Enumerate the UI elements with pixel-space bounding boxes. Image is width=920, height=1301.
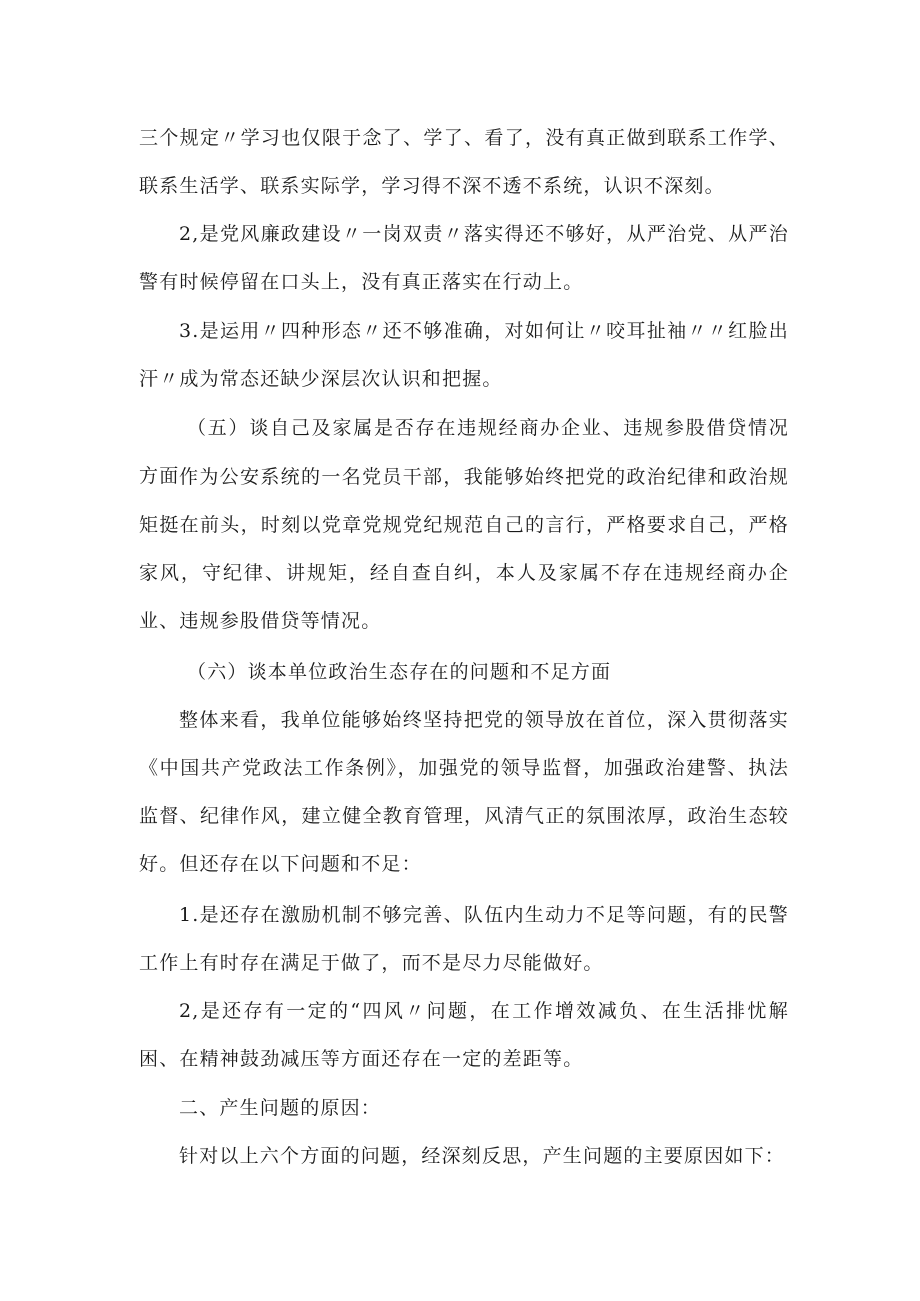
section-heading-6: （六）谈本单位政治生态存在的问题和不足方面 [187,661,612,683]
paragraph-causes-intro: 针对以上六个方面的问题，经深刻反思，产生问题的主要原因如下： [179,1145,786,1167]
paragraph-unit-overview: 整体来看，我单位能够始终坚持把党的领导放在首位，深入贯彻落实《中国共产党政法工作条例》，加强党的领导监督，加强政治建警、执法监督、纪律作风，建立健全教育管理，风清气正的氛围浓厚，政治生态较好。但还存在以下问题和不足： [139,709,789,875]
paragraph-issue-2-four-winds: 2,是还存有一定的“四风〃问题，在工作增效减负、在生活排忧解困、在精神鼓劲减压等方面还存在一定的差距等。 [139,1000,789,1070]
paragraph-point-3-four-forms: 3.是运用〃四种形态〃还不够准确，对如何让〃咬耳扯袖〃〃红脸出汗〃成为常态还缺少深层次认识和把握。 [139,320,789,390]
paragraph-point-2-party-conduct: 2,是党风廉政建设〃一岗双责〃落实得还不够好，从严治党、从严治警有时候停留在口头上，没有真正落实在行动上。 [139,223,789,293]
paragraph-study-continuation: 三个规定〃学习也仅限于念了、学了、看了，没有真正做到联系工作学、联系生活学、联系实际学，学习得不深不透不系统，认识不深刻。 [139,127,789,197]
paragraph-self-declaration: 作为公安系统的一名党员干部，我能够始终把党的政治纪律和政治规矩挺在前头，时刻以党章党规党纪规范自己的言行，严格要求自己，严格家风，守纪律、讲规矩，经自查自纠，本人及家属不存在违规经商办企业、违规参股借贷等情况。 [139,466,789,632]
paragraph-issue-1-incentive: 1.是还存在激励机制不够完善、队伍内生动力不足等问题，有的民警工作上有时存在满足于做了，而不是尽力尽能做好。 [139,904,789,974]
section-heading-5: （五）谈自己及家属是否存在违规经商办企业、违规参股借贷情况方面 [139,417,789,487]
section-heading-causes: 二、产生问题的原因： [179,1097,382,1119]
